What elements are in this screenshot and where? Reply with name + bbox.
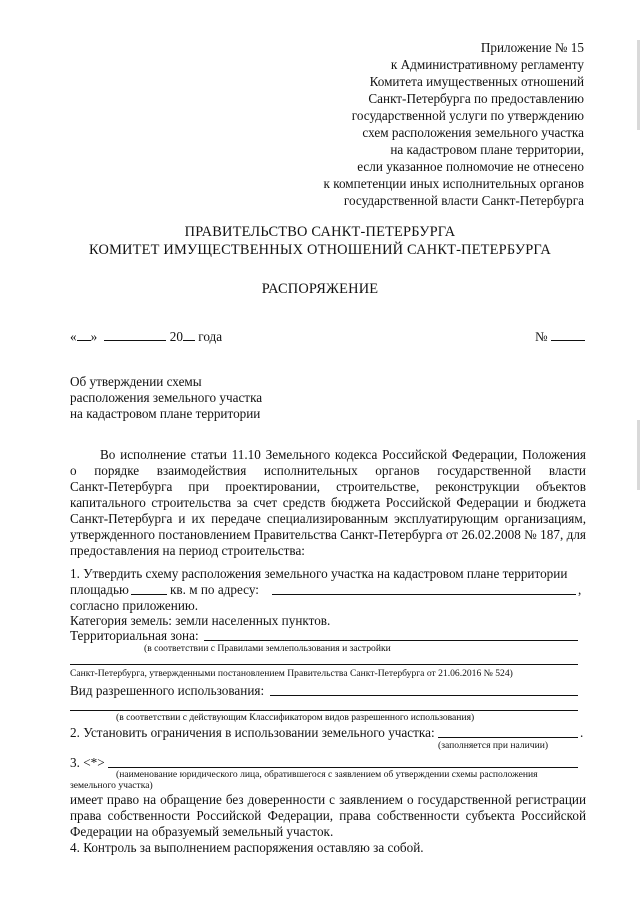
per-appendix: согласно приложению. <box>70 598 199 613</box>
preamble-line: утвержденного постановлением Правительства Санкт-Петербурга от 26.02.2008 № 187, для <box>70 527 586 542</box>
subject-line: расположения земельного участка <box>70 390 263 405</box>
area-unit-address: кв. м по адресу: <box>170 582 259 597</box>
rights-line: имеет право на обращение без доверенности с заявлением о государственной регистрации <box>70 792 586 807</box>
year-suffix: года <box>198 329 223 344</box>
day-blank <box>77 329 91 341</box>
item-2-note: (заполняется при наличии) <box>438 740 549 751</box>
address-blank <box>272 594 576 595</box>
address-comma: , <box>578 582 582 597</box>
item-3-blank <box>108 767 578 768</box>
use-blank-2 <box>70 710 578 711</box>
committee-title: КОМИТЕТ ИМУЩЕСТВЕННЫХ ОТНОШЕНИЙ САНКТ-ПЕТЕРБУРГА <box>89 242 551 258</box>
preamble-line: Санкт-Петербурга и их передаче специализированным эксплуатирующим организациям, <box>70 511 586 526</box>
use-blank <box>270 695 578 696</box>
rights-line: Федерации на образуемый земельный участок. <box>70 824 334 839</box>
appendix-line: Санкт-Петербурга по предоставлению <box>368 91 584 106</box>
zone-blank-2 <box>70 664 578 665</box>
preamble-line: о порядке взаимодействия исполнительных органов государственной власти <box>70 463 586 478</box>
preamble-line: капитального строительства за счет средств бюджета Российской Федерации и бюджета <box>70 495 586 510</box>
appendix-line: к компетенции иных исполнительных органов <box>323 176 584 191</box>
document-type: РАСПОРЯЖЕНИЕ <box>261 281 379 297</box>
use-note: (в соответствии с действующим Классификатором видов разрешенного использования) <box>116 712 475 723</box>
land-category: Категория земель: земли населенных пунктов. <box>70 613 331 628</box>
area-prefix: площадью <box>70 582 129 597</box>
item-2: 2. Установить ограничения в использовании земельного участка: <box>70 725 435 740</box>
quote-close: » <box>90 329 98 344</box>
zone-blank <box>204 640 578 641</box>
appendix-line: если указанное полномочие не отнесено <box>357 159 584 174</box>
appendix-line: Комитета имущественных отношений <box>369 74 584 89</box>
year-blank <box>183 329 195 341</box>
item-3-note: (наименование юридического лица, обратившегося с заявлением об утверждении схемы расположения <box>116 769 538 780</box>
preamble-line: предоставления на период строительства: <box>70 543 305 558</box>
rights-line: права собственности Российской Федерации, права собственности субъекта Российской <box>70 808 586 823</box>
item-4: 4. Контроль за выполнением распоряжения оставляю за собой. <box>70 840 424 855</box>
appendix-line: государственной услуги по утверждению <box>351 108 584 123</box>
item-2-dot: . <box>580 725 584 740</box>
item-3-note-cont: земельного участка) <box>70 780 153 791</box>
zone-note: (в соответствии с Правилами землепользования и застройки <box>144 643 391 654</box>
number-blank <box>551 329 585 341</box>
month-blank <box>104 329 166 341</box>
zone-note-cont: Санкт-Петербурга, утвержденными постановлением Правительства Санкт-Петербурга от 21.06.2016 № 524) <box>70 668 513 679</box>
zone-label: Территориальная зона: <box>70 628 199 643</box>
subject-line: на кадастровом плане территории <box>70 406 261 421</box>
appendix-line: схем расположения земельного участка <box>362 125 584 140</box>
item-1-title: 1. Утвердить схему расположения земельного участка на кадастровом плане территории <box>70 566 568 581</box>
appendix-line: на кадастровом плане территории, <box>390 142 584 157</box>
appendix-line: государственной власти Санкт-Петербурга <box>343 193 584 208</box>
subject-line: Об утверждении схемы <box>70 374 202 389</box>
appendix-line: Приложение № 15 <box>480 40 584 55</box>
restrictions-blank <box>438 737 578 738</box>
preamble-line: Санкт-Петербурга при проектировании, строительстве, реконструкции объектов <box>70 479 586 494</box>
government-title: ПРАВИТЕЛЬСТВО САНКТ-ПЕТЕРБУРГА <box>184 224 456 240</box>
number-sign: № <box>535 329 548 344</box>
quote-open: « <box>70 329 77 344</box>
item-3: 3. <*> <box>70 755 105 770</box>
date-line <box>70 329 222 344</box>
appendix-line: к Административному регламенту <box>390 57 584 72</box>
preamble-line: Во исполнение статьи 11.10 Земельного кодекса Российской Федерации, Положения <box>100 447 586 462</box>
area-blank <box>131 594 167 595</box>
use-label: Вид разрешенного использования: <box>70 683 265 698</box>
number-line <box>535 329 585 344</box>
year-prefix: 20 <box>169 329 183 344</box>
